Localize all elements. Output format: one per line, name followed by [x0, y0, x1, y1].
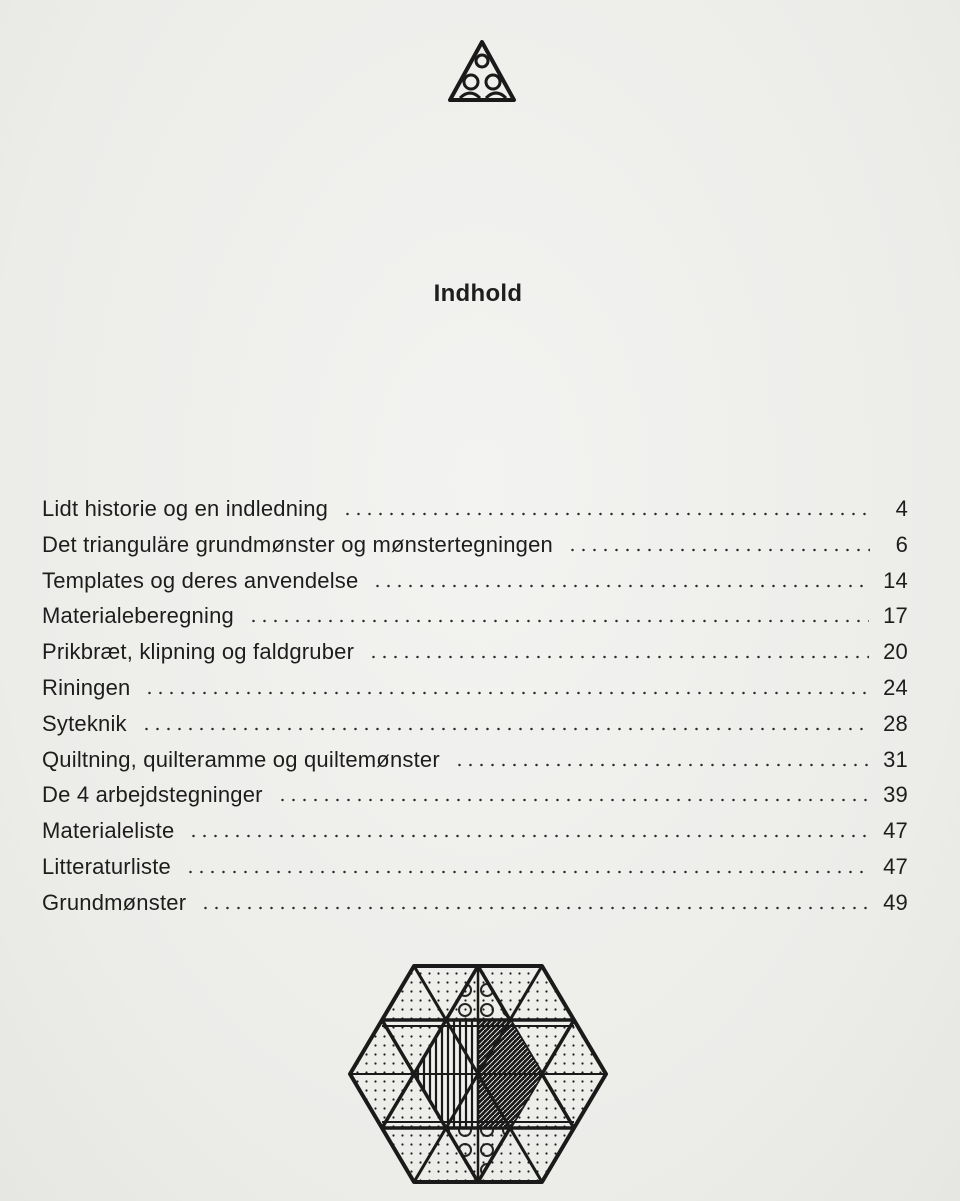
toc-entry-label: Lidt historie og en indledning [42, 496, 329, 521]
toc-entry-label: Grundmønster [42, 889, 187, 915]
page-title: Indhold [433, 280, 523, 307]
toc-entry [42, 854, 908, 890]
dot-leader [144, 691, 869, 695]
toc-entry [42, 532, 908, 568]
dot-leader [188, 834, 869, 838]
toc-entry-label: Templates og deres anvendelse [42, 567, 359, 593]
toc-entry-label: Riningen [42, 674, 131, 700]
toc-entry-page: 31 [883, 746, 908, 772]
toc-entry-page: 17 [883, 603, 908, 629]
toc-entry-label: Materialeberegning [42, 603, 234, 629]
dot-leader [368, 655, 869, 659]
dot-leader [185, 870, 869, 874]
toc-entry-label: Materialeliste [42, 818, 175, 844]
toc-entry [42, 675, 908, 711]
toc-entry [42, 711, 908, 747]
dot-leader [372, 584, 869, 588]
toc-entry-page: 6 [895, 531, 908, 557]
dot-leader [567, 548, 870, 552]
dot-leader [200, 906, 869, 910]
toc-entry-label: Quiltning, quilteramme og quiltemønster [42, 746, 440, 772]
toc-entry [42, 496, 908, 532]
toc-entry-page: 28 [883, 710, 908, 736]
dot-leader [342, 512, 870, 516]
toc-entry-label: Syteknik [42, 710, 127, 736]
toc-entry [42, 890, 908, 926]
toc-entry [42, 603, 908, 639]
toc-entry [42, 747, 908, 783]
toc-entry-label: Litteraturliste [42, 853, 171, 879]
table-of-contents [42, 496, 908, 926]
toc-entry-label: Det trianguläre grundmønster og mønstertegningen [42, 531, 553, 557]
toc-entry-label: Prikbræt, klipning og faldgruber [42, 639, 355, 665]
toc-entry [42, 782, 908, 818]
dot-leader [277, 798, 869, 802]
toc-entry-page: 20 [883, 639, 908, 665]
dot-leader [454, 763, 869, 767]
dot-leader [248, 619, 869, 623]
toc-entry-page: 47 [883, 853, 908, 879]
hexagon-star-quilt-emblem-icon [344, 960, 612, 1188]
toc-entry-page: 24 [883, 674, 908, 700]
triangle-quilt-emblem-icon [446, 38, 518, 104]
toc-entry-page: 39 [883, 782, 908, 808]
toc-entry [42, 639, 908, 675]
toc-entry-page: 47 [883, 818, 908, 844]
toc-entry-page: 14 [883, 567, 908, 593]
toc-entry-page: 4 [895, 496, 908, 521]
dot-leader [141, 727, 869, 731]
toc-entry-label: De 4 arbejdstegninger [42, 782, 263, 808]
toc-entry [42, 818, 908, 854]
toc-entry-page: 49 [883, 889, 908, 915]
toc-entry [42, 568, 908, 604]
